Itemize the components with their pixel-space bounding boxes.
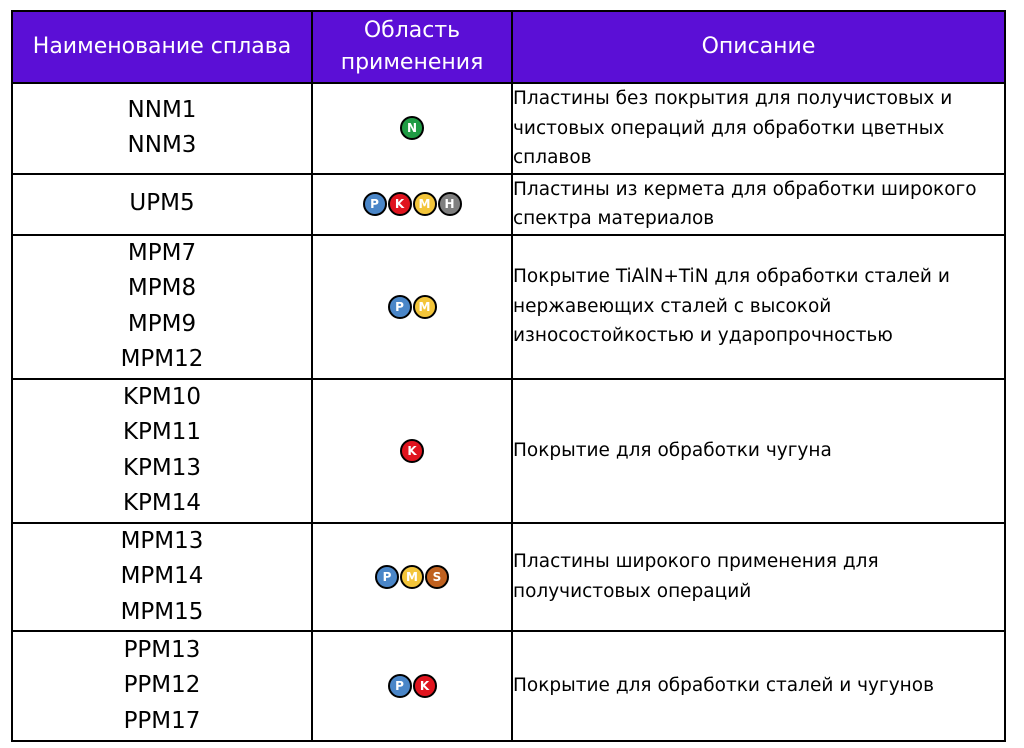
material-group-p-icon: P (388, 295, 412, 319)
application-area-cell (312, 174, 512, 235)
alloy-name: KPM13 (122, 454, 202, 481)
material-group-m-icon: M (413, 192, 437, 216)
material-group-n-icon: N (400, 116, 424, 140)
alloy-name: NNM1 (127, 96, 197, 123)
alloy-name: KPM11 (122, 419, 202, 445)
alloy-name-cell (12, 174, 312, 235)
application-area-cell (312, 235, 512, 379)
application-area-cell (312, 83, 512, 174)
material-group-m-icon: M (413, 295, 437, 319)
alloy-name: KPM10 (122, 383, 202, 410)
column-header-area: Область применения (312, 11, 512, 83)
alloy-name: UPM5 (129, 190, 195, 217)
column-header-name: Наименование сплава (12, 11, 312, 83)
alloy-name-cell (12, 235, 312, 379)
material-group-badges (363, 192, 462, 216)
table-row (12, 235, 1005, 379)
application-area-cell (312, 523, 512, 632)
table-row (12, 174, 1005, 235)
material-group-k-icon: K (400, 439, 424, 463)
alloy-name: MPM7 (127, 239, 197, 266)
material-group-badges (388, 295, 437, 319)
material-group-k-icon: K (388, 192, 412, 216)
alloy-name-cell (12, 523, 312, 632)
application-area-cell (312, 631, 512, 741)
material-group-badges (400, 439, 424, 463)
alloy-name: MPM12 (120, 346, 204, 372)
material-group-p-icon: P (363, 192, 387, 216)
alloy-name: MPM9 (127, 310, 197, 337)
alloy-name: KPM14 (122, 490, 202, 516)
table-header-row (12, 11, 1005, 83)
description-cell: Покрытие для обработки чугуна (512, 379, 1005, 523)
material-group-p-icon: P (388, 674, 412, 698)
material-group-badges (388, 674, 437, 698)
description-cell: Пластины широкого применения для получистовых операций (512, 523, 1005, 632)
alloy-name: MPM15 (120, 598, 204, 625)
alloy-name: PPM17 (123, 707, 201, 734)
alloy-name-cell (12, 631, 312, 741)
alloy-name: PPM12 (123, 672, 201, 699)
table-row (12, 379, 1005, 523)
alloy-name: PPM13 (123, 636, 201, 663)
column-header-description: Описание (512, 11, 1005, 83)
alloy-grades-table (11, 10, 1006, 742)
material-group-m-icon: M (400, 565, 424, 589)
alloy-name-cell (12, 83, 312, 174)
table-row (12, 523, 1005, 632)
material-group-badges (375, 565, 449, 589)
application-area-cell (312, 379, 512, 523)
table-row (12, 631, 1005, 741)
material-group-h-icon: H (438, 192, 462, 216)
alloy-name-cell (12, 379, 312, 523)
table-body (12, 83, 1005, 741)
material-group-s-icon: S (425, 565, 449, 589)
description-cell: Пластины без покрытия для получистовых и чистовых операций для обработки цветных сплавов (512, 83, 1005, 174)
material-group-badges (400, 116, 424, 140)
alloy-name: MPM14 (120, 563, 204, 589)
alloy-name: NNM3 (127, 132, 197, 159)
table-row (12, 83, 1005, 174)
alloy-name: MPM13 (120, 527, 204, 554)
material-group-p-icon: P (375, 565, 399, 589)
description-cell: Пластины из кермета для обработки широкого спектра материалов (512, 174, 1005, 235)
material-group-k-icon: K (413, 674, 437, 698)
alloy-name: MPM8 (127, 275, 197, 301)
description-cell: Покрытие TiAlN+TiN для обработки сталей и нержавеющих сталей с высокой износостойкостью и ударопрочностью (512, 235, 1005, 379)
description-cell: Покрытие для обработки сталей и чугунов (512, 631, 1005, 741)
